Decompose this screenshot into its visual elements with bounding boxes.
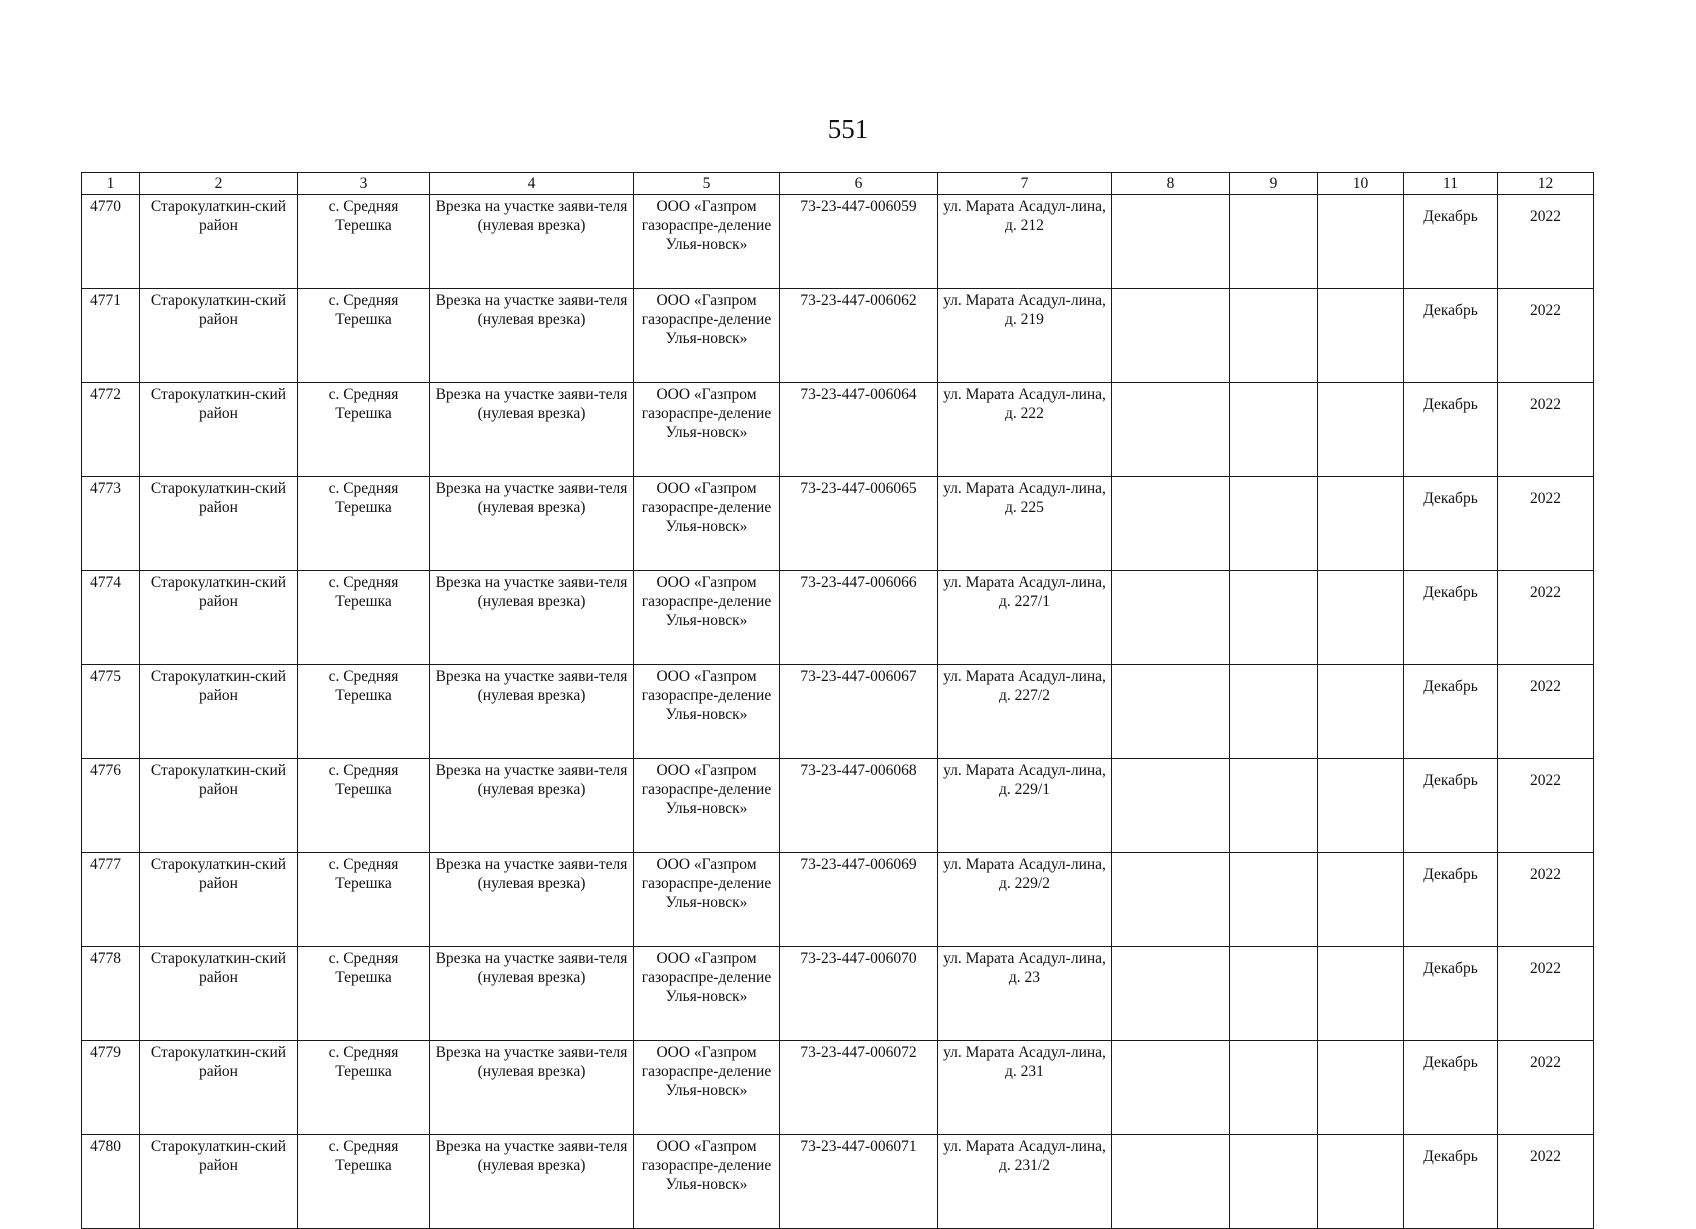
- district-cell: Старокулаткин-ский район: [140, 1041, 298, 1135]
- table-row: [82, 383, 1594, 477]
- column-8-cell: [1112, 665, 1230, 759]
- column-9-cell: [1230, 1135, 1318, 1229]
- column-8-cell: [1112, 1041, 1230, 1135]
- column-header: 12: [1498, 173, 1594, 195]
- organization-cell: ООО «Газпром газораспре-деление Улья-новск»: [634, 853, 780, 947]
- column-8-cell: [1112, 947, 1230, 1041]
- column-header: 3: [298, 173, 430, 195]
- column-10-cell: [1318, 759, 1404, 853]
- register-table: [81, 172, 1594, 1229]
- column-10-cell: [1318, 289, 1404, 383]
- object-code-cell: 73-23-447-006066: [780, 571, 938, 665]
- column-10-cell: [1318, 947, 1404, 1041]
- year-cell: 2022: [1498, 289, 1594, 383]
- entry-number: 4776: [82, 759, 140, 853]
- column-8-cell: [1112, 759, 1230, 853]
- month-cell: Декабрь: [1404, 571, 1498, 665]
- object-code-cell: 73-23-447-006071: [780, 1135, 938, 1229]
- work-type-cell: Врезка на участке заяви-теля (нулевая врезка): [430, 947, 634, 1041]
- entry-number: 4777: [82, 853, 140, 947]
- column-10-cell: [1318, 195, 1404, 289]
- year-cell: 2022: [1498, 1041, 1594, 1135]
- year-cell: 2022: [1498, 759, 1594, 853]
- work-type-cell: Врезка на участке заяви-теля (нулевая врезка): [430, 383, 634, 477]
- table-row: [82, 665, 1594, 759]
- entry-number: 4772: [82, 383, 140, 477]
- object-code-cell: 73-23-447-006067: [780, 665, 938, 759]
- month-cell: Декабрь: [1404, 477, 1498, 571]
- organization-cell: ООО «Газпром газораспре-деление Улья-новск»: [634, 571, 780, 665]
- work-type-cell: Врезка на участке заяви-теля (нулевая врезка): [430, 1041, 634, 1135]
- column-9-cell: [1230, 759, 1318, 853]
- header-row: [82, 173, 1594, 195]
- month-cell: Декабрь: [1404, 759, 1498, 853]
- column-9-cell: [1230, 571, 1318, 665]
- month-cell: Декабрь: [1404, 853, 1498, 947]
- entry-number: 4775: [82, 665, 140, 759]
- object-code-cell: 73-23-447-006062: [780, 289, 938, 383]
- district-cell: Старокулаткин-ский район: [140, 947, 298, 1041]
- organization-cell: ООО «Газпром газораспре-деление Улья-новск»: [634, 383, 780, 477]
- entry-number: 4774: [82, 571, 140, 665]
- work-type-cell: Врезка на участке заяви-теля (нулевая врезка): [430, 665, 634, 759]
- month-cell: Декабрь: [1404, 195, 1498, 289]
- column-header: 4: [430, 173, 634, 195]
- month-cell: Декабрь: [1404, 1135, 1498, 1229]
- address-cell: ул. Марата Асадул-лина, д. 23: [938, 947, 1112, 1041]
- settlement-cell: с. Средняя Терешка: [298, 665, 430, 759]
- page-number: 551: [827, 114, 869, 144]
- district-cell: Старокулаткин-ский район: [140, 289, 298, 383]
- column-header: 6: [780, 173, 938, 195]
- address-cell: ул. Марата Асадул-лина, д. 222: [938, 383, 1112, 477]
- object-code-cell: 73-23-447-006059: [780, 195, 938, 289]
- object-code-cell: 73-23-447-006065: [780, 477, 938, 571]
- address-cell: ул. Марата Асадул-лина, д. 227/2: [938, 665, 1112, 759]
- entry-number: 4778: [82, 947, 140, 1041]
- settlement-cell: с. Средняя Терешка: [298, 383, 430, 477]
- table-row: [82, 477, 1594, 571]
- table-header: [82, 173, 1594, 195]
- district-cell: Старокулаткин-ский район: [140, 477, 298, 571]
- address-cell: ул. Марата Асадул-лина, д. 227/1: [938, 571, 1112, 665]
- settlement-cell: с. Средняя Терешка: [298, 477, 430, 571]
- year-cell: 2022: [1498, 195, 1594, 289]
- address-cell: ул. Марата Асадул-лина, д. 225: [938, 477, 1112, 571]
- column-10-cell: [1318, 1041, 1404, 1135]
- column-8-cell: [1112, 1135, 1230, 1229]
- settlement-cell: с. Средняя Терешка: [298, 1041, 430, 1135]
- column-header: 2: [140, 173, 298, 195]
- table-row: [82, 1135, 1594, 1229]
- column-header: 7: [938, 173, 1112, 195]
- district-cell: Старокулаткин-ский район: [140, 383, 298, 477]
- entry-number: 4779: [82, 1041, 140, 1135]
- column-9-cell: [1230, 477, 1318, 571]
- organization-cell: ООО «Газпром газораспре-деление Улья-новск»: [634, 289, 780, 383]
- year-cell: 2022: [1498, 383, 1594, 477]
- organization-cell: ООО «Газпром газораспре-деление Улья-новск»: [634, 665, 780, 759]
- table-row: [82, 759, 1594, 853]
- organization-cell: ООО «Газпром газораспре-деление Улья-новск»: [634, 1135, 780, 1229]
- column-10-cell: [1318, 383, 1404, 477]
- work-type-cell: Врезка на участке заяви-теля (нулевая врезка): [430, 853, 634, 947]
- column-9-cell: [1230, 947, 1318, 1041]
- object-code-cell: 73-23-447-006069: [780, 853, 938, 947]
- column-header: 8: [1112, 173, 1230, 195]
- settlement-cell: с. Средняя Терешка: [298, 759, 430, 853]
- month-cell: Декабрь: [1404, 289, 1498, 383]
- month-cell: Декабрь: [1404, 1041, 1498, 1135]
- settlement-cell: с. Средняя Терешка: [298, 1135, 430, 1229]
- table-row: [82, 1041, 1594, 1135]
- address-cell: ул. Марата Асадул-лина, д. 219: [938, 289, 1112, 383]
- district-cell: Старокулаткин-ский район: [140, 759, 298, 853]
- column-8-cell: [1112, 383, 1230, 477]
- settlement-cell: с. Средняя Терешка: [298, 947, 430, 1041]
- table-row: [82, 853, 1594, 947]
- column-8-cell: [1112, 853, 1230, 947]
- address-cell: ул. Марата Асадул-лина, д. 229/1: [938, 759, 1112, 853]
- year-cell: 2022: [1498, 1135, 1594, 1229]
- district-cell: Старокулаткин-ский район: [140, 1135, 298, 1229]
- column-9-cell: [1230, 289, 1318, 383]
- object-code-cell: 73-23-447-006072: [780, 1041, 938, 1135]
- column-9-cell: [1230, 853, 1318, 947]
- column-10-cell: [1318, 571, 1404, 665]
- column-8-cell: [1112, 195, 1230, 289]
- object-code-cell: 73-23-447-006068: [780, 759, 938, 853]
- entry-number: 4770: [82, 195, 140, 289]
- month-cell: Декабрь: [1404, 665, 1498, 759]
- column-header: 10: [1318, 173, 1404, 195]
- year-cell: 2022: [1498, 665, 1594, 759]
- organization-cell: ООО «Газпром газораспре-деление Улья-новск»: [634, 759, 780, 853]
- settlement-cell: с. Средняя Терешка: [298, 571, 430, 665]
- column-10-cell: [1318, 665, 1404, 759]
- district-cell: Старокулаткин-ский район: [140, 571, 298, 665]
- work-type-cell: Врезка на участке заяви-теля (нулевая врезка): [430, 759, 634, 853]
- year-cell: 2022: [1498, 477, 1594, 571]
- district-cell: Старокулаткин-ский район: [140, 853, 298, 947]
- work-type-cell: Врезка на участке заяви-теля (нулевая врезка): [430, 477, 634, 571]
- work-type-cell: Врезка на участке заяви-теля (нулевая врезка): [430, 1135, 634, 1229]
- column-9-cell: [1230, 195, 1318, 289]
- object-code-cell: 73-23-447-006070: [780, 947, 938, 1041]
- column-8-cell: [1112, 571, 1230, 665]
- table-row: [82, 947, 1594, 1041]
- month-cell: Декабрь: [1404, 947, 1498, 1041]
- column-header: 5: [634, 173, 780, 195]
- district-cell: Старокулаткин-ский район: [140, 665, 298, 759]
- address-cell: ул. Марата Асадул-лина, д. 231/2: [938, 1135, 1112, 1229]
- column-9-cell: [1230, 383, 1318, 477]
- year-cell: 2022: [1498, 853, 1594, 947]
- column-9-cell: [1230, 665, 1318, 759]
- organization-cell: ООО «Газпром газораспре-деление Улья-новск»: [634, 947, 780, 1041]
- object-code-cell: 73-23-447-006064: [780, 383, 938, 477]
- column-10-cell: [1318, 853, 1404, 947]
- organization-cell: ООО «Газпром газораспре-деление Улья-новск»: [634, 1041, 780, 1135]
- column-8-cell: [1112, 477, 1230, 571]
- address-cell: ул. Марата Асадул-лина, д. 212: [938, 195, 1112, 289]
- district-cell: Старокулаткин-ский район: [140, 195, 298, 289]
- year-cell: 2022: [1498, 947, 1594, 1041]
- table-body: [82, 195, 1594, 1229]
- column-header: 1: [82, 173, 140, 195]
- settlement-cell: с. Средняя Терешка: [298, 289, 430, 383]
- organization-cell: ООО «Газпром газораспре-деление Улья-новск»: [634, 195, 780, 289]
- year-cell: 2022: [1498, 571, 1594, 665]
- entry-number: 4773: [82, 477, 140, 571]
- table-row: [82, 571, 1594, 665]
- address-cell: ул. Марата Асадул-лина, д. 229/2: [938, 853, 1112, 947]
- column-10-cell: [1318, 1135, 1404, 1229]
- work-type-cell: Врезка на участке заяви-теля (нулевая врезка): [430, 195, 634, 289]
- month-cell: Декабрь: [1404, 383, 1498, 477]
- column-header: 11: [1404, 173, 1498, 195]
- column-9-cell: [1230, 1041, 1318, 1135]
- column-10-cell: [1318, 477, 1404, 571]
- entry-number: 4780: [82, 1135, 140, 1229]
- settlement-cell: с. Средняя Терешка: [298, 195, 430, 289]
- table-row: [82, 289, 1594, 383]
- work-type-cell: Врезка на участке заяви-теля (нулевая врезка): [430, 289, 634, 383]
- work-type-cell: Врезка на участке заяви-теля (нулевая врезка): [430, 571, 634, 665]
- table-row: [82, 195, 1594, 289]
- column-header: 9: [1230, 173, 1318, 195]
- address-cell: ул. Марата Асадул-лина, д. 231: [938, 1041, 1112, 1135]
- column-8-cell: [1112, 289, 1230, 383]
- settlement-cell: с. Средняя Терешка: [298, 853, 430, 947]
- entry-number: 4771: [82, 289, 140, 383]
- organization-cell: ООО «Газпром газораспре-деление Улья-новск»: [634, 477, 780, 571]
